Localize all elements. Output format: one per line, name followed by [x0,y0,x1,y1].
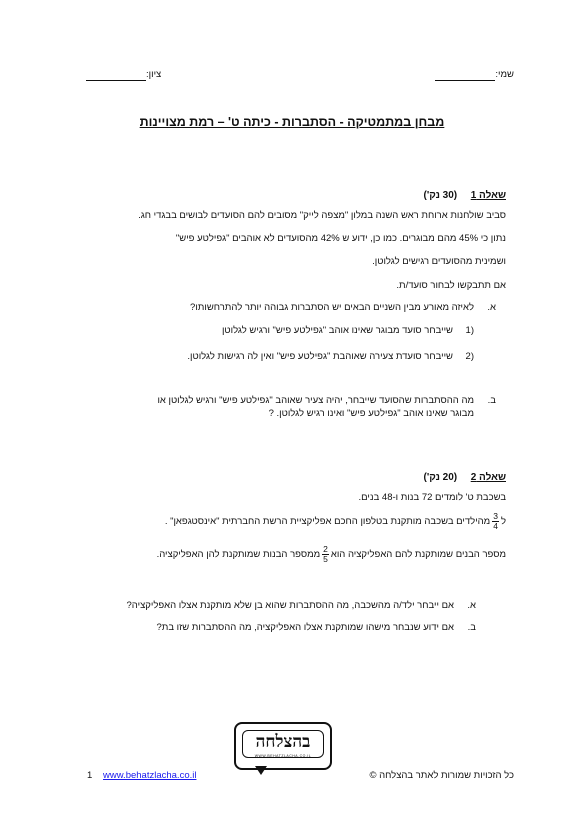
q1-a-text: לאיזה מאורע מבין השניים הבאים יש הסתברות גבוהה יותר להתרחשותו? [190,302,474,313]
website-link[interactable]: www.behatzlacha.co.il [103,770,197,781]
logo-speech-tail [255,766,267,775]
logo-text: בהצלחה [255,732,311,752]
q1-b-line1: מה ההסתברות שהסועד שייבחר, יהיה צעיר שאוהב "גפילטע פיש" ורגיש לגלוטן או [157,395,474,406]
q1-line2: נתון כי 45% מהם מבוגרים. כמו כן, ידוע ש 42% מהסועדים לא אוהבים "גפילטע פיש" [175,233,506,244]
q2-line1: בשכבת ט' לומדים 72 בנות ו-48 בנים. [358,492,506,503]
q1-a-marker: א. [487,302,496,313]
q2-line2-prefix: ל [500,516,506,527]
name-blank [435,70,495,81]
q2-points: (20 נק') [423,472,458,483]
name-field [404,69,514,81]
q1-opt1-text: שייבחר סועד מבוגר שאינו אוהב "גפילטע פיש" ורגיש לגלוטן [221,325,453,336]
copyright-notice: כל הזכויות שמורות לאתר בהצלחה © [369,770,514,781]
q2-heading [424,472,506,483]
grade-label: ציון: [146,69,162,80]
q1-line4: אם תתבקשו לבחור סועד/ת. [396,280,506,291]
page-title: מבחן במתמטיקה - הסתברות - כיתה ט' – רמת מצויינות [139,115,445,129]
q1-b-marker: ב. [487,395,496,406]
q2-line3-text: ממספר הבנות שמותקנת להן האפליקציה. [156,549,321,560]
page-number: 1 [87,770,93,781]
fraction-denominator: 4 [493,521,498,531]
q2-b-marker: ב. [467,622,476,633]
q2-b-text: אם ידוע שנבחר מישהו שמותקנת אצלו האפליקציה, מה ההסתברות שזו בת? [156,622,454,633]
q1-line3: ושמינית מהסועדים רגישים לגלוטן. [372,256,506,267]
q2-line2 [165,512,506,531]
fraction-numerator: 3 [493,511,498,521]
logo-subtext: WWW.BEHATZLACHA.CO.IL [254,754,312,758]
q2-label: שאלה 2 [470,472,506,483]
q2-line3 [157,545,506,564]
q1-points: (30 נק') [423,190,458,201]
q1-opt2-number: 2) [465,351,474,362]
behatzlacha-logo [234,722,332,770]
q1-opt1-number: 1) [465,325,474,336]
q1-opt2-text: שייבחר סועדת צעירה שאוהבת "גפילטע פיש" ואין לה רגישות לגלוטן. [187,351,453,362]
fraction-denominator: 5 [323,554,328,564]
q2-line2-text: מהילדים בשכבה מותקנת בטלפון החכם אפליקציית הרשת החברתית "אינסטגפאן" . [164,516,491,527]
fraction-numerator: 2 [323,544,328,554]
q1-heading [424,190,506,201]
grade-blank [86,70,146,81]
fraction-two-fifths [322,545,329,564]
q2-a-marker: א. [467,600,476,611]
q1-label: שאלה 1 [470,190,506,201]
q1-b-line2: מבוגר שאינו אוהב "גפילטע פיש" ואינו רגיש לגלוטן. ? [268,408,474,419]
q1-line1: סביב שולחנות ארוחת ראש השנה במלון "מצפה לייק" מסובים להם הסועדים לבושים בבגדי חג. [138,210,506,221]
name-label: שמי: [495,69,514,80]
q2-line3-prefix: מספר הבנים שמותקנת להם האפליקציה הוא [330,549,506,560]
grade-field [86,69,196,81]
q2-a-text: אם ייבחר ילד/ה מהשכבה, מה ההסתברות שהוא בן שלא מותקנת אצלו האפליקציה? [126,600,454,611]
fraction-three-quarters [492,512,499,531]
